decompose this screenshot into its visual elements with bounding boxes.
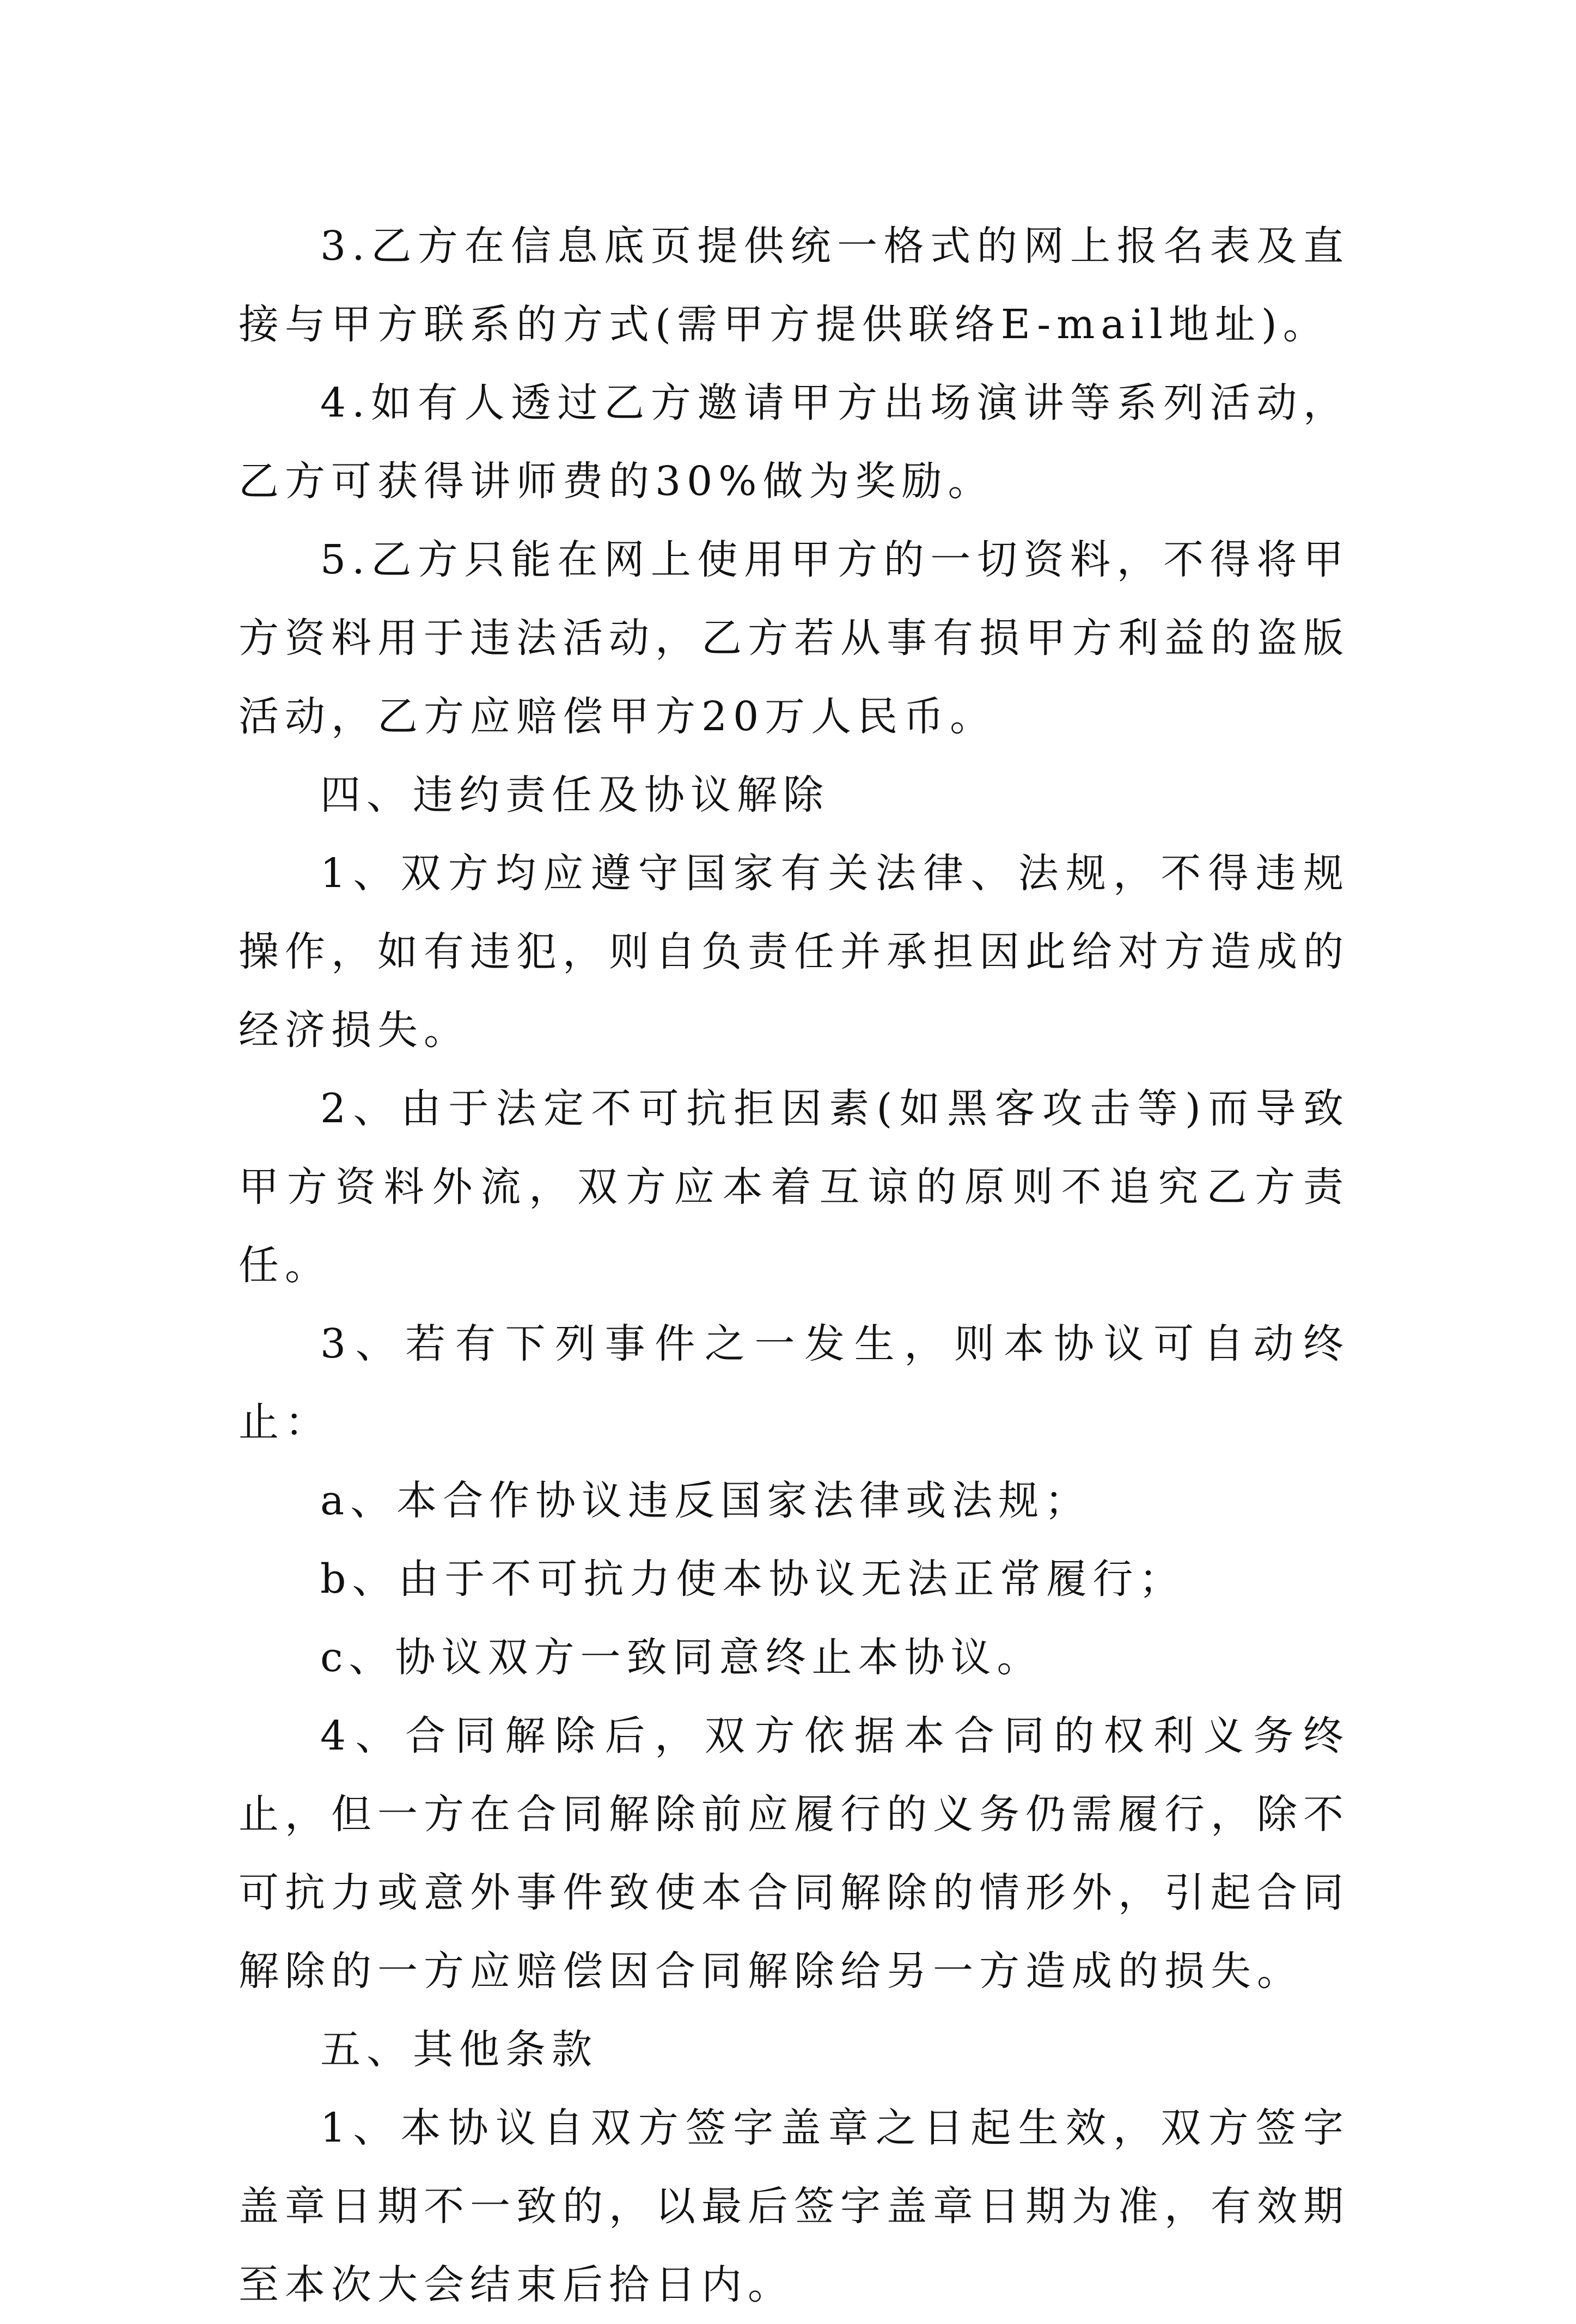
breach-clause-1: 1、双方均应遵守国家有关法律、法规，不得违规操作，如有违犯，则自负责任并承担因此给对方造成的经济损失。 xyxy=(239,850,1349,1054)
breach-clause-2: 2、由于法定不可抗拒因素(如黑客攻击等)而导致甲方资料外流，双方应本着互谅的原则不追究乙方责任。 xyxy=(239,1085,1349,1289)
clause-5-material-usage: 5.乙方只能在网上使用甲方的一切资料，不得将甲方资料用于违法活动，乙方若从事有损甲方利益的盗版活动，乙方应赔偿甲方20万人民币。 xyxy=(239,536,1349,740)
termination-item-a: a、本合作协议违反国家法律或法规； xyxy=(320,1477,1091,1524)
section-heading-other-terms: 五、其他条款 xyxy=(320,2026,598,2073)
termination-item-c: c、协议双方一致同意终止本协议。 xyxy=(320,1634,1043,1681)
termination-item-b: b、由于不可抗力使本协议无法正常履行； xyxy=(320,1556,1186,1603)
breach-clause-4: 4、合同解除后，双方依据本合同的权利义务终止，但一方在合同解除前应履行的义务仍需履行，除不可抗力或意外事件致使本合同解除的情形外，引起合同解除的一方应赔偿因合同解除给另一方造成的损失。 xyxy=(239,1713,1349,1995)
clause-3-registration-form: 3.乙方在信息底页提供统一格式的网上报名表及直接与甲方联系的方式(需甲方提供联络E-mail地址)。 xyxy=(239,223,1349,348)
other-terms-clause-1: 1、本协议自双方签字盖章之日起生效，双方签字盖章日期不一致的，以最后签字盖章日期为准，有效期至本次大会结束后拾日内。 xyxy=(239,2105,1349,2308)
breach-clause-3: 3、若有下列事件之一发生，则本协议可自动终止： xyxy=(239,1320,1349,1446)
clause-4-speaker-reward: 4.如有人透过乙方邀请甲方出场演讲等系列活动，乙方可获得讲师费的30%做为奖励。 xyxy=(239,380,1349,505)
document-body xyxy=(239,207,1349,2324)
section-heading-breach-termination: 四、违约责任及协议解除 xyxy=(320,772,829,818)
